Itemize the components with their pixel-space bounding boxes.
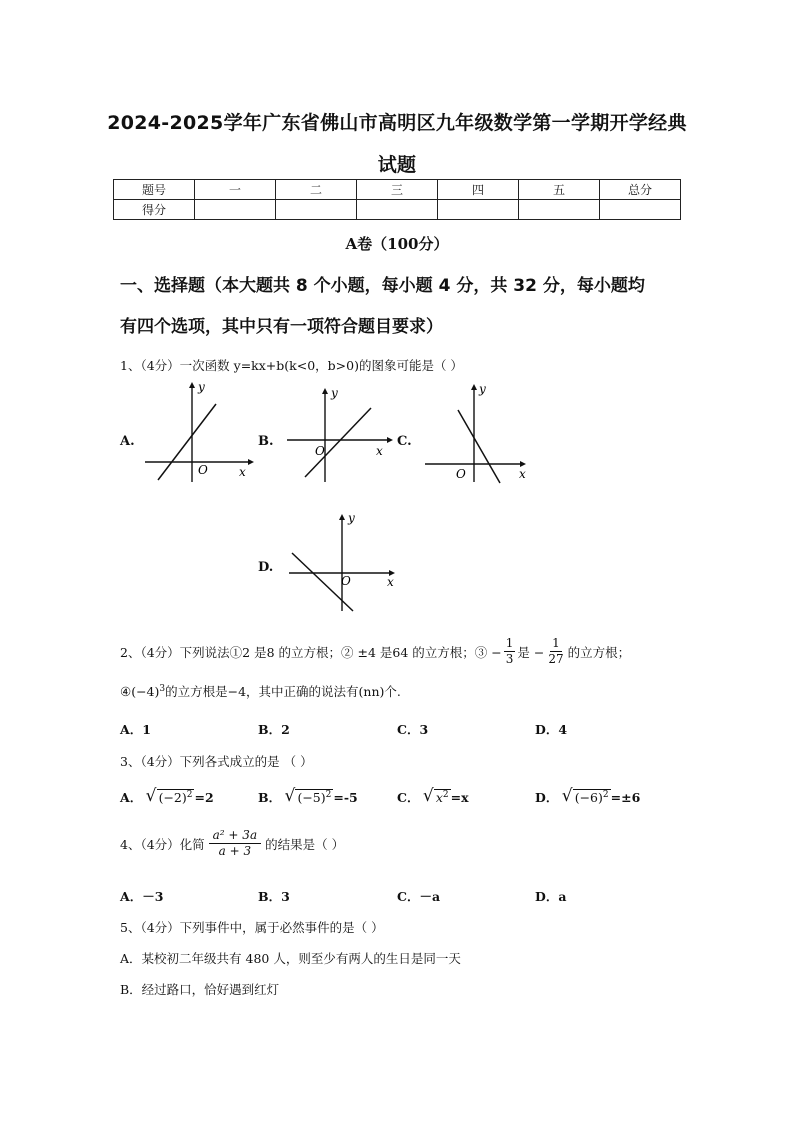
q2-option-b: B．2 xyxy=(258,722,290,737)
q3-d-radicand: (−6) xyxy=(574,790,603,805)
score-table-header-row xyxy=(114,180,681,200)
graph-b-origin: O xyxy=(315,444,325,458)
score-table xyxy=(113,179,681,220)
q5-option-a: A．某校初二年级共有 480 人，则至少有两人的生日是同一天 xyxy=(120,951,461,966)
graph-a-label: A. xyxy=(120,434,135,449)
graph-a-y-arrow xyxy=(189,382,195,388)
graph-b-y-arrow xyxy=(322,388,328,394)
q3-b-sqrt xyxy=(285,790,333,805)
q3-b-result: =-5 xyxy=(333,790,358,805)
table-cell: 总分 xyxy=(600,180,681,200)
q3-a-result: =2 xyxy=(194,790,214,805)
q3-a-label: A． xyxy=(120,790,143,805)
graph-c xyxy=(422,380,537,485)
q3-a-radicand: (−2) xyxy=(158,790,187,805)
table-cell: 五 xyxy=(519,180,600,200)
graph-c-origin: O xyxy=(456,467,466,481)
q2-suffix: 的立方根； xyxy=(567,644,631,660)
graph-c-y-arrow xyxy=(471,384,477,390)
table-cell: 题号 xyxy=(114,180,195,200)
graph-a-x-arrow xyxy=(248,459,254,465)
graph-b-label: B. xyxy=(258,434,274,449)
question-3-text: 3、（4分）下列各式成立的是 （ ） xyxy=(120,754,313,769)
exam-title-line1: 2024-2025学年广东省佛山市高明区九年级数学第一学期开学经典 xyxy=(107,112,687,134)
question-2-line2 xyxy=(120,682,401,700)
q3-option-b xyxy=(258,788,358,806)
q3-c-sqrt xyxy=(424,790,451,805)
q3-d-sqrt xyxy=(563,790,611,805)
graph-d-x-label: x xyxy=(387,575,394,589)
section-heading-line1: 一、选择题（本大题共 8 个小题，每小题 4 分，共 32 分，每小题均 xyxy=(120,276,645,296)
table-cell xyxy=(357,200,438,220)
table-cell: 得分 xyxy=(114,200,195,220)
q5-option-b: B．经过路口，恰好遇到红灯 xyxy=(120,982,280,997)
q3-option-a xyxy=(120,788,214,806)
q2-frac1-den: 3 xyxy=(505,652,514,666)
table-cell: 二 xyxy=(276,180,357,200)
question-1-text: 1、（4分）一次函数 y=kx+b(k<0，b>0)的图象可能是（ ） xyxy=(120,358,463,373)
q2-option-c: C．3 xyxy=(397,722,429,737)
graph-b-y-label: y xyxy=(331,386,338,400)
q3-a-sup: 2 xyxy=(186,789,193,800)
table-cell xyxy=(600,200,681,220)
q3-b-sup: 2 xyxy=(325,789,332,800)
volume-heading: A卷（100分） xyxy=(345,235,449,253)
q2-option-d: D．4 xyxy=(535,722,568,737)
graph-d-origin: O xyxy=(341,574,351,588)
q2-line2-b: 的立方根是−4，其中正确的说法有(nn)个. xyxy=(165,684,401,699)
q3-option-d xyxy=(535,788,640,806)
q2-frac2-den: 27 xyxy=(548,652,564,666)
graph-c-y-label: y xyxy=(479,382,486,396)
q3-c-result: =x xyxy=(450,790,469,805)
q3-b-label: B． xyxy=(258,790,282,805)
q4-option-b: B．3 xyxy=(258,889,290,904)
q3-c-label: C． xyxy=(397,790,420,805)
q4-option-d: D．a xyxy=(535,889,567,904)
graph-a-origin: O xyxy=(198,463,208,477)
table-cell xyxy=(519,200,600,220)
q4-prefix: 4、（4分）化简 xyxy=(120,836,205,852)
q3-c-sup: 2 xyxy=(442,789,449,800)
table-cell xyxy=(438,200,519,220)
table-cell xyxy=(195,200,276,220)
exam-title-line2: 试题 xyxy=(377,154,417,176)
graph-d-y-label: y xyxy=(348,511,355,525)
q2-line2-sup: 3 xyxy=(159,683,166,694)
q2-prefix: 2、（4分）下列说法①2 是8 的立方根；② ±4 是64 的立方根；③ − xyxy=(120,644,502,660)
q3-d-sup: 2 xyxy=(602,789,609,800)
q2-fraction-1 xyxy=(504,636,516,667)
q4-fraction xyxy=(209,828,261,859)
q3-c-radicand: x xyxy=(435,790,443,805)
q3-a-sqrt xyxy=(147,790,195,805)
graph-d-label: D. xyxy=(258,560,274,575)
graph-b-x-arrow xyxy=(387,437,393,443)
table-cell: 一 xyxy=(195,180,276,200)
q4-suffix: 的结果是（ ） xyxy=(265,836,345,852)
question-5-text: 5、（4分）下列事件中，属于必然事件的是（ ） xyxy=(120,920,384,935)
graph-a-x-label: x xyxy=(239,465,246,479)
table-cell: 四 xyxy=(438,180,519,200)
graph-b-line xyxy=(305,408,371,477)
table-cell: 三 xyxy=(357,180,438,200)
section-heading-line2: 有四个选项，其中只有一项符合题目要求） xyxy=(120,317,443,337)
q4-denominator: a + 3 xyxy=(218,844,252,858)
q3-d-label: D． xyxy=(535,790,559,805)
graph-a-y-label: y xyxy=(198,380,205,394)
graph-d xyxy=(285,506,400,616)
q2-frac1-num: 1 xyxy=(505,636,514,650)
graph-b-x-label: x xyxy=(376,444,383,458)
q4-numerator: a² + 3a xyxy=(209,828,261,844)
q3-option-c xyxy=(397,788,469,806)
q2-fraction-2 xyxy=(546,636,565,667)
q2-option-a: A．1 xyxy=(120,722,151,737)
q2-mid: 是 − xyxy=(517,644,545,660)
q3-b-radicand: (−5) xyxy=(297,790,326,805)
graph-a xyxy=(140,380,255,485)
q2-frac2-num: 1 xyxy=(552,636,560,650)
graph-c-x-label: x xyxy=(519,467,526,481)
q2-line2-a: ④(−4) xyxy=(120,684,160,699)
q4-option-c: C．－a xyxy=(397,889,441,904)
question-2-line1 xyxy=(120,636,630,667)
question-4-text xyxy=(120,828,344,859)
graph-b xyxy=(283,380,398,485)
table-cell xyxy=(276,200,357,220)
q4-option-a: A．－3 xyxy=(120,889,164,904)
graph-c-label: C. xyxy=(397,434,412,449)
q3-d-result: =±6 xyxy=(610,790,641,805)
score-table-score-row xyxy=(114,200,681,220)
graph-d-y-arrow xyxy=(339,514,345,520)
